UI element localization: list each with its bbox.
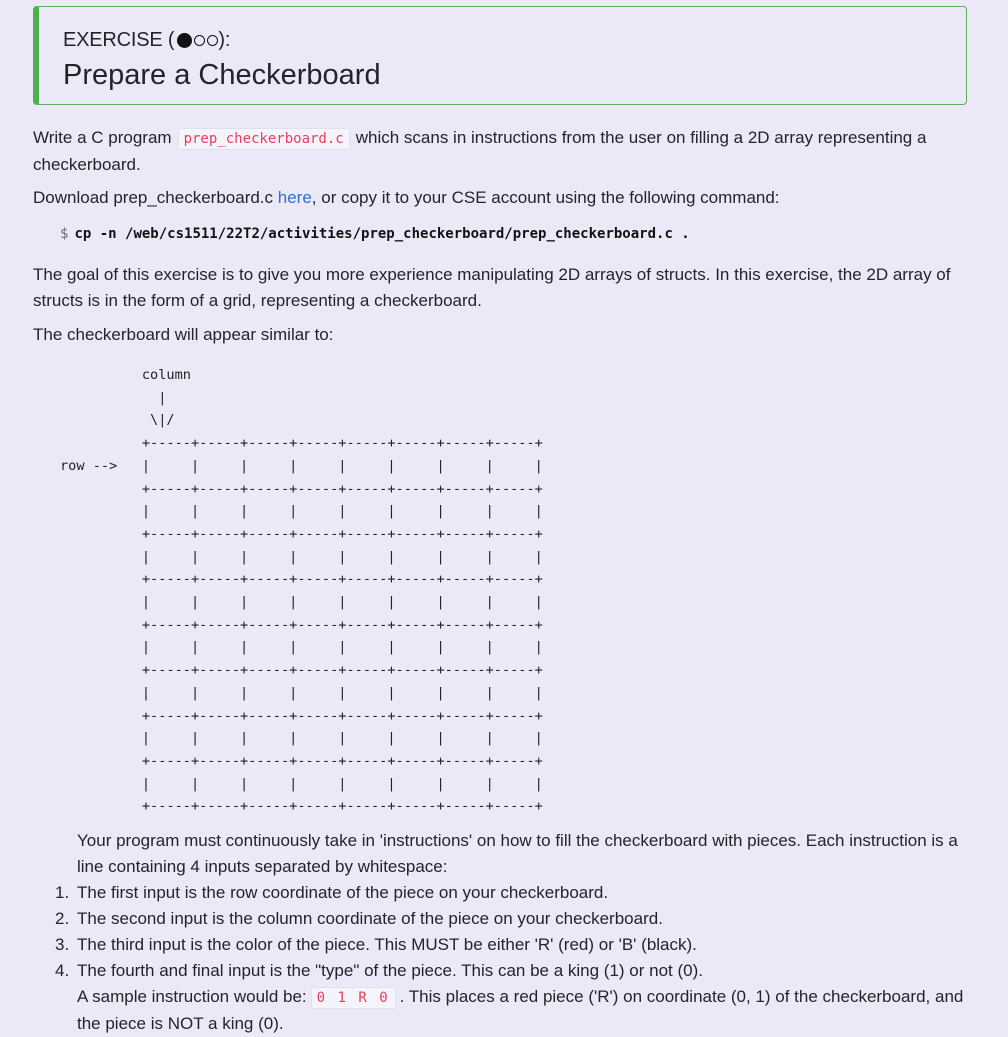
copy-command (60, 226, 690, 242)
instructions-intro: Your program must continuously take in 'instructions' on how to fill the checkerboard with pieces. Each instruction is a line containing 4 inputs separated by whitespace: (77, 831, 958, 876)
sample-before: A sample instruction would be: (77, 987, 307, 1006)
list-item-text: The fourth and final input is the "type" of the piece. This can be a king (1) or not (0). (77, 961, 703, 980)
download-paragraph (33, 185, 973, 211)
list-item: 3. The third input is the color of the piece. This MUST be either 'R' (red) or 'B' (black). (55, 935, 697, 954)
exercise-label-text: EXERCISE (63, 29, 163, 51)
sample-instruction (33, 984, 983, 1037)
difficulty-empty-dot-icon (194, 35, 205, 46)
difficulty-empty-dot-icon (207, 35, 218, 46)
list-item: 1. The first input is the row coordinate of the piece on your checkerboard. (55, 883, 609, 902)
appear-paragraph: The checkerboard will appear similar to: (33, 325, 334, 344)
list-item-text: The second input is the column coordinate of the piece on your checkerboard. (77, 909, 663, 928)
intro-text-after: which scans in instructions from the user on filling a 2D array representing a checkerboard. (33, 128, 927, 174)
exercise-header (33, 6, 967, 105)
checkerboard-diagram: column | \|/ +-----+-----+-----+-----+-----+-----+-----+-----+ row --> | | | | | | | | | +-----+-----+-----+-----+-----+-----+-----+-----+ | | | | | | | | | +-----+-----+-----+-----+-----+-----+-----+-----+ | | | | | | | | | +-----+-----+-----+-----+-----+-----+-----+-----+ | | | | | | | | | +-----+-----+-----+-----+-----+-----+-----+-----+ | | | | | | | | | +-----+-----+-----+-----+-----+-----+-----+-----+ | | | | | | | | | +-----+-----+-----+-----+-----+-----+-----+-----+ | | | | | | | | | +-----+-----+-----+-----+-----+-----+-----+-----+ | | | | | | | | | +-----+-----+-----+-----+-----+-----+-----+-----+ (60, 367, 543, 815)
download-link[interactable]: here (277, 188, 312, 207)
difficulty-filled-dot-icon (177, 33, 192, 48)
download-text-before: Download prep_checkerboard.c (33, 188, 278, 207)
filename-code: prep_checkerboard.c (178, 128, 350, 150)
download-text-after: , or copy it to your CSE account using the following command: (311, 188, 780, 207)
list-item-text: The first input is the row coordinate of the piece on your checkerboard. (77, 883, 609, 902)
list-item: 2. The second input is the column coordinate of the piece on your checkerboard. (55, 909, 663, 928)
shell-prompt: $ (60, 226, 69, 242)
list-item-text: The third input is the color of the piece. This MUST be either 'R' (red) or 'B' (black). (77, 935, 697, 954)
exercise-title: Prepare a Checkerboard (63, 59, 381, 91)
list-item: 4. The fourth and final input is the "type" of the piece. This can be a king (1) or not (0). (55, 961, 703, 980)
exercise-label (63, 29, 230, 52)
difficulty-close: ): (218, 29, 231, 51)
intro-text-before: Write a C program (33, 128, 172, 147)
sample-code: 0 1 R 0 (311, 987, 396, 1009)
intro-paragraph (33, 125, 973, 178)
difficulty-open: ( (167, 29, 175, 51)
goal-paragraph: The goal of this exercise is to give you more experience manipulating 2D arrays of structs. In this exercise, the 2D array of structs is in the form of a grid, representing a checkerboard. (33, 265, 951, 310)
command-text: cp -n /web/cs1511/22T2/activities/prep_checkerboard/prep_checkerboard.c . (74, 226, 690, 242)
instructions-section (33, 828, 983, 1037)
sample-after: . This places a red piece ('R') on coordinate (0, 1) of the checkerboard, and the piece is NOT a king (0). (77, 987, 964, 1033)
